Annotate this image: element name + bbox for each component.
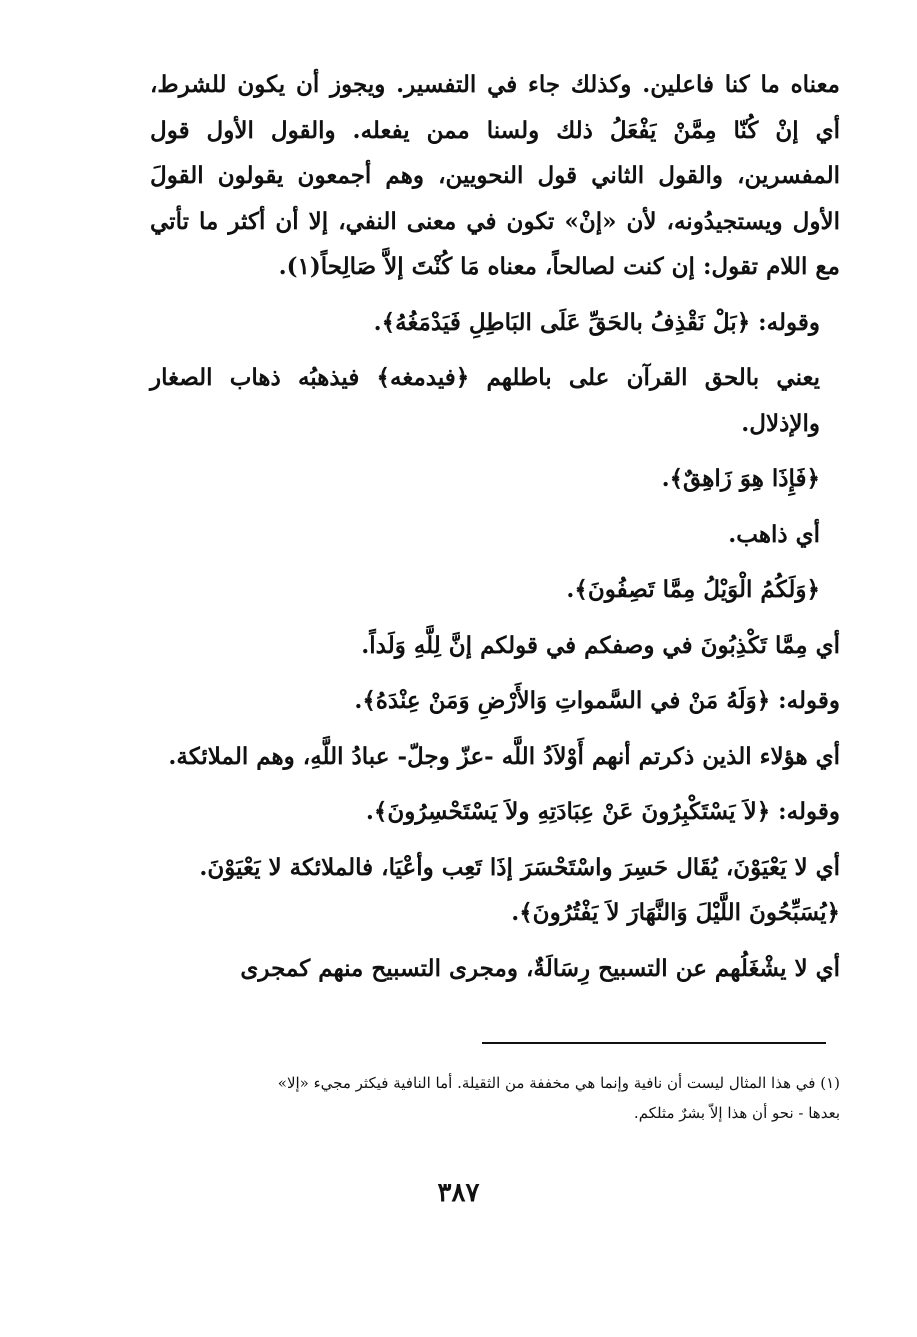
body-text bbox=[150, 62, 840, 1001]
paragraph-commentary-3: أي ذاهب. bbox=[728, 520, 820, 548]
footnote-divider bbox=[482, 1042, 826, 1044]
paragraph-commentary-4: أي مِمَّا تَكْذِبُونَ في وصفكم في قولكم إنَّ لِلَّهِ وَلَداً. bbox=[361, 631, 840, 659]
footnote-line-2: بعدها - نحو أن هذا إلاّ بشرٌ مثلكم. bbox=[633, 1104, 840, 1122]
paragraph-commentary-2: يعني بالحق القرآن على باطلهم ﴿فيدمغه﴾ فيذهبُه ذهاب الصغار والإذلال. bbox=[150, 364, 820, 437]
footnote bbox=[150, 1068, 840, 1128]
paragraph-commentary-5: أي هؤلاء الذين ذكرتم أنهم أَوْلاَدُ اللَّه -عزّ وجلّ- عبادُ اللَّهِ، وهم الملائكة. bbox=[168, 742, 840, 770]
quran-quote-5: وقوله: ﴿لاَ يَسْتَكْبِرُونَ عَنْ عِبَادَتِهِ ولاَ يَسْتَحْسِرُونَ﴾. bbox=[365, 798, 840, 825]
paragraph-commentary-1: معناه ما كنا فاعلين. وكذلك جاء في التفسير. ويجوز أن يكون للشرط، أي إنْ كُنّا مِمَّنْ يَفْعَلُ ذلك ولسنا ممن يفعله. والقول الأول قول المفسرين، والقول الثاني قول النحويين، وهم أجمعون يقولون القولَ الأول ويستجيدُونه، لأن «إنْ» تكون في معنى النفي، إلا أن أكثر ما تأتي مع اللام تقول: إن كنت لصالحاً، معناه مَا كُنْتَ إلاَّ صَالِحاً(١). bbox=[150, 71, 840, 280]
quran-quote-1: وقوله: ﴿بَلْ نَقْذِفُ بالحَقِّ عَلَى البَاطِلِ فَيَدْمَغُهُ﴾. bbox=[373, 308, 820, 336]
quran-quote-2: ﴿فَإِذَا هِوَ زَاهِقٌ﴾. bbox=[661, 465, 820, 492]
page-number: ٣٨٧ bbox=[437, 1178, 480, 1208]
paragraph-commentary-6: أي لا يَعْيَوْنَ، يُقَال حَسِرَ واسْتَحْسَرَ إذَا تَعِب وأعْيَا، فالملائكة لا يَعْيَوْنَ. bbox=[199, 853, 840, 881]
quran-quote-4: وقوله: ﴿وَلَهُ مَنْ في السَّمواتِ وَالأَرْضِ وَمَنْ عِنْدَهُ﴾. bbox=[354, 687, 840, 714]
footnote-line-1: (١) في هذا المثال ليست أن نافية وإنما هي مخففة من الثقيلة. أما النافية فيكثر مجيء «إلا» bbox=[277, 1074, 840, 1092]
paragraph-commentary-7: أي لا يشْغَلُهم عن التسبيح رِسَالَةٌ، ومجرى التسبيح منهم كمجرى bbox=[240, 954, 840, 982]
quran-quote-6: ﴿يُسَبِّحُونَ اللَّيْلَ وَالنَّهَارَ لاَ يَفْتُرُونَ﴾. bbox=[511, 899, 840, 926]
quran-quote-3: ﴿وَلَكُمُ الْوَيْلُ مِمَّا تَصِفُونَ﴾. bbox=[566, 576, 820, 603]
